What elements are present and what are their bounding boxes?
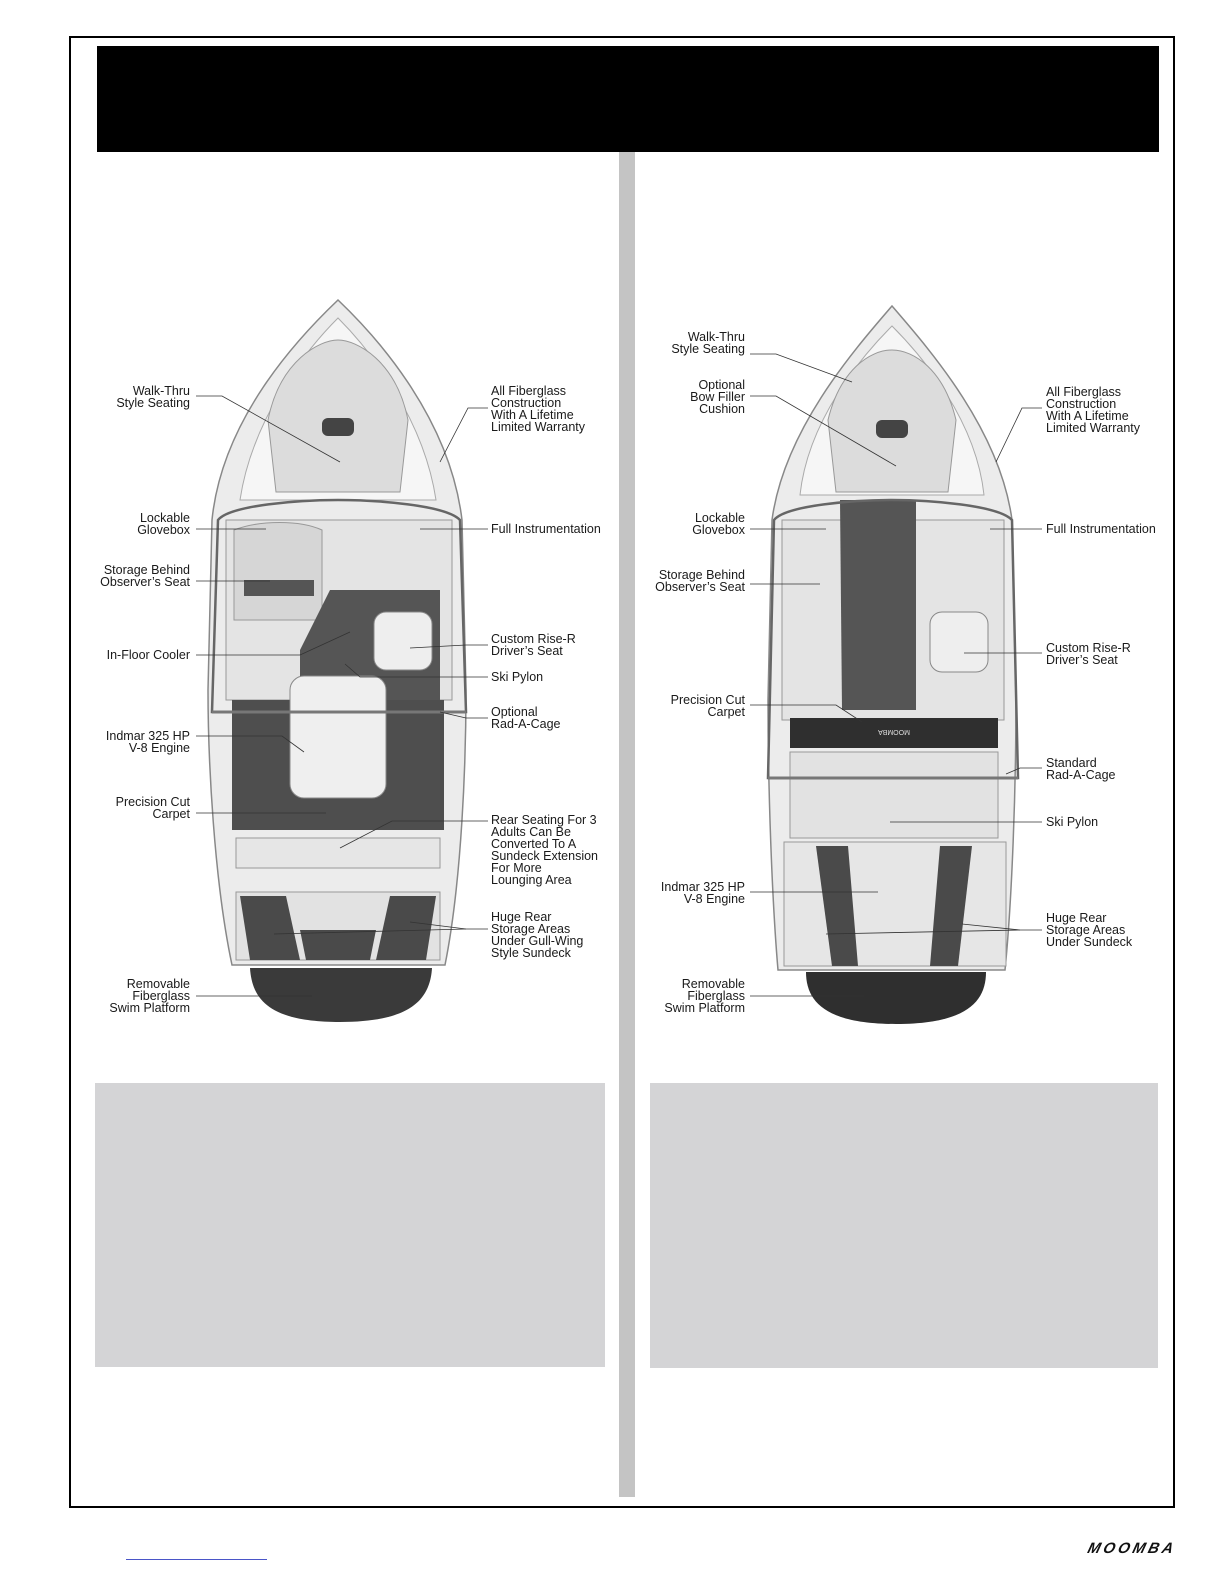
- right-label-carpet: Precision Cut Carpet: [670, 693, 745, 719]
- left-label-ski-pylon: Ski Pylon: [491, 670, 544, 684]
- left-label-rear-storage: Huge Rear Storage Areas Under Gull-Wing Style Sundeck: [491, 910, 584, 960]
- left-label-rad-a-cage: Optional Rad-A-Cage: [491, 705, 561, 731]
- right-label-driver-seat: Custom Rise-R Driver’s Seat: [1046, 641, 1131, 667]
- left-label-instrumentation: Full Instrumentation: [491, 522, 601, 536]
- right-label-swim-platform: Removable Fiberglass Swim Platform: [664, 977, 745, 1015]
- left-label-carpet: Precision Cut Carpet: [115, 795, 190, 821]
- right-label-walk-thru: Walk-Thru Style Seating: [671, 330, 745, 356]
- footer-link-underline[interactable]: [126, 1559, 267, 1560]
- left-label-rear-seating: Rear Seating For 3 Adults Can Be Converted To A Sundeck Extension For More Lounging Area: [491, 813, 599, 887]
- moomba-logo: MOOMBA: [1085, 1540, 1179, 1557]
- left-label-swim-platform: Removable Fiberglass Swim Platform: [109, 977, 190, 1015]
- left-spec-panel: [95, 1083, 605, 1367]
- left-label-storage-observer: Storage Behind Observer’s Seat: [100, 563, 190, 589]
- left-label-engine: Indmar 325 HP V-8 Engine: [105, 729, 190, 755]
- left-label-driver-seat: Custom Rise-R Driver’s Seat: [491, 632, 576, 658]
- right-label-glovebox: Lockable Glovebox: [692, 511, 745, 537]
- left-label-cooler: In-Floor Cooler: [106, 648, 190, 662]
- right-label-storage-observer: Storage Behind Observer’s Seat: [655, 568, 745, 594]
- right-label-ski-pylon: Ski Pylon: [1046, 815, 1099, 829]
- right-label-bow-filler: Optional Bow Filler Cushion: [690, 378, 745, 416]
- right-deck-logo: MOOMBA: [878, 728, 910, 735]
- right-label-instrumentation: Full Instrumentation: [1046, 522, 1156, 536]
- right-spec-panel: [650, 1083, 1158, 1368]
- left-boat-image: [208, 300, 466, 1022]
- right-label-fiberglass: All Fiberglass Construction With A Lifetime Limited Warranty: [1046, 385, 1141, 435]
- left-label-fiberglass: All Fiberglass Construction With A Lifetime Limited Warranty: [491, 384, 586, 434]
- right-label-rear-storage: Huge Rear Storage Areas Under Sundeck: [1046, 911, 1133, 949]
- right-label-rad-a-cage: Standard Rad-A-Cage: [1046, 756, 1116, 782]
- right-boat-image: [768, 306, 1018, 1024]
- right-label-engine: Indmar 325 HP V-8 Engine: [660, 880, 745, 906]
- left-label-glovebox: Lockable Glovebox: [137, 511, 190, 537]
- left-label-walk-thru: Walk-Thru Style Seating: [116, 384, 190, 410]
